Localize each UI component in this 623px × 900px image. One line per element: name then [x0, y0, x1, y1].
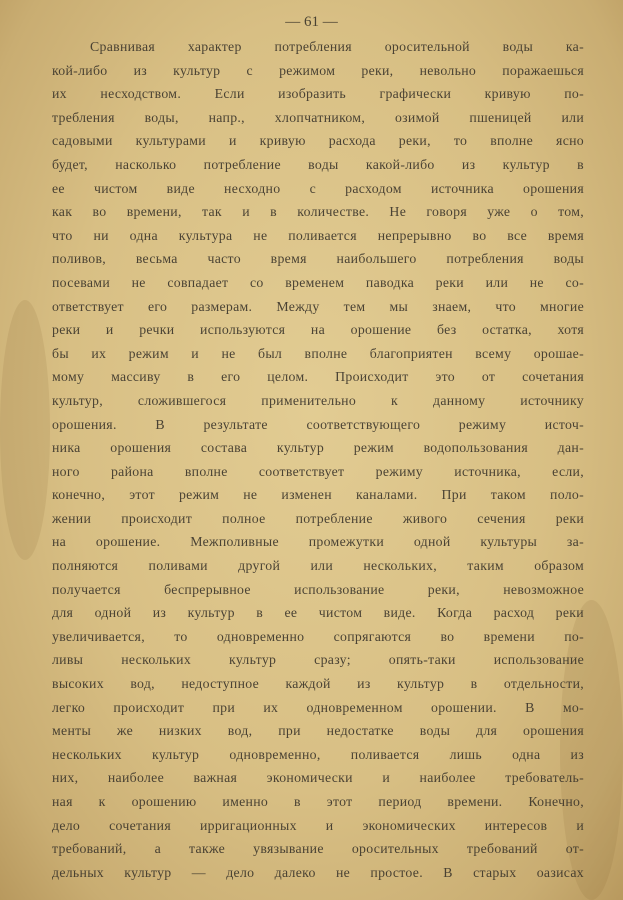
text-line: легко происходит при их одновременном орошении. В мо- [52, 699, 584, 715]
text-line: дело сочетания ирригационных и экономических интересов и [52, 817, 584, 833]
text-line: культур, сложившегося применительно к данному источнику [52, 392, 584, 408]
text-line: их несходством. Если изобразить графически кривую по- [52, 86, 584, 102]
text-line: на орошение. Межполивные промежутки одной культуры за- [52, 534, 584, 550]
text-line: орошения. В результате соответствующего режиму источ- [52, 416, 584, 432]
text-line: для одной из культур в ее чистом виде. Когда расход реки [52, 605, 584, 621]
text-line: высоких вод, недоступное каждой из культур в отдельности, [52, 676, 584, 692]
text-line: увеличивается, то одновременно сопрягаются во времени по- [52, 628, 584, 644]
text-line: что ни одна культура не поливается непрерывно во все время [52, 227, 584, 243]
page-number: — 61 — [285, 14, 338, 30]
text-line: полняются поливами другой или нескольких, таким образом [52, 558, 584, 574]
text-line: ответствует его размерам. Между тем мы знаем, что многие [52, 298, 584, 314]
text-line: поливов, весьма часто время наибольшего потребления воды [52, 251, 584, 267]
text-line: получается беспрерывное использование реки, невозможное [52, 581, 584, 597]
text-line: посевами не совпадает со временем паводка реки или не со- [52, 274, 584, 290]
text-line: бы их режим и не был вполне благоприятен всему орошае- [52, 345, 584, 361]
body-text [52, 35, 584, 884]
text-line: ливы нескольких культур сразу; опять-таки использование [52, 652, 584, 668]
text-line: будет, насколько потребление воды какой-либо из культур в [52, 156, 584, 172]
text-line: дельных культур — дело далеко не простое. В старых оазисах [52, 864, 584, 880]
text-line: Сравнивая характер потребления оросительной воды ка- [90, 39, 584, 54]
text-line: менты же низких вод, при недостатке воды для орошения [52, 723, 584, 739]
text-line: садовыми культурами и кривую расхода реки, то вполне ясно [52, 133, 584, 149]
text-line: ника орошения состава культур режим водопользования дан- [52, 440, 584, 456]
text-line: жении происходит полное потребление живого сечения реки [52, 510, 584, 526]
text-line: ная к орошению именно в этот период времени. Конечно, [52, 794, 584, 809]
text-line: ного района вполне соответствует режиму источника, если, [52, 463, 584, 479]
paper-stain [0, 300, 50, 560]
text-line: конечно, этот режим не изменен каналами. При таком поло- [52, 487, 584, 503]
text-line: кой-либо из культур с режимом реки, невольно поражаешься [52, 62, 584, 78]
text-line: реки и речки используются на орошение без остатка, хотя [52, 322, 584, 338]
text-line: как во времени, так и в количестве. Не говоря уже о том, [52, 204, 584, 220]
text-line: требления воды, напр., хлопчатником, озимой пшеницей или [52, 109, 584, 125]
text-line: них, наиболее важная экономически и наиболее требователь- [52, 770, 584, 786]
text-line: требований, а также увязывание оросительных требований от- [52, 841, 584, 857]
text-line: нескольких культур одновременно, поливается лишь одна из [52, 746, 584, 762]
text-line: мому массиву в его целом. Происходит это от сочетания [52, 369, 584, 385]
text-line: ее чистом виде несходно с расходом источника орошения [52, 180, 584, 196]
